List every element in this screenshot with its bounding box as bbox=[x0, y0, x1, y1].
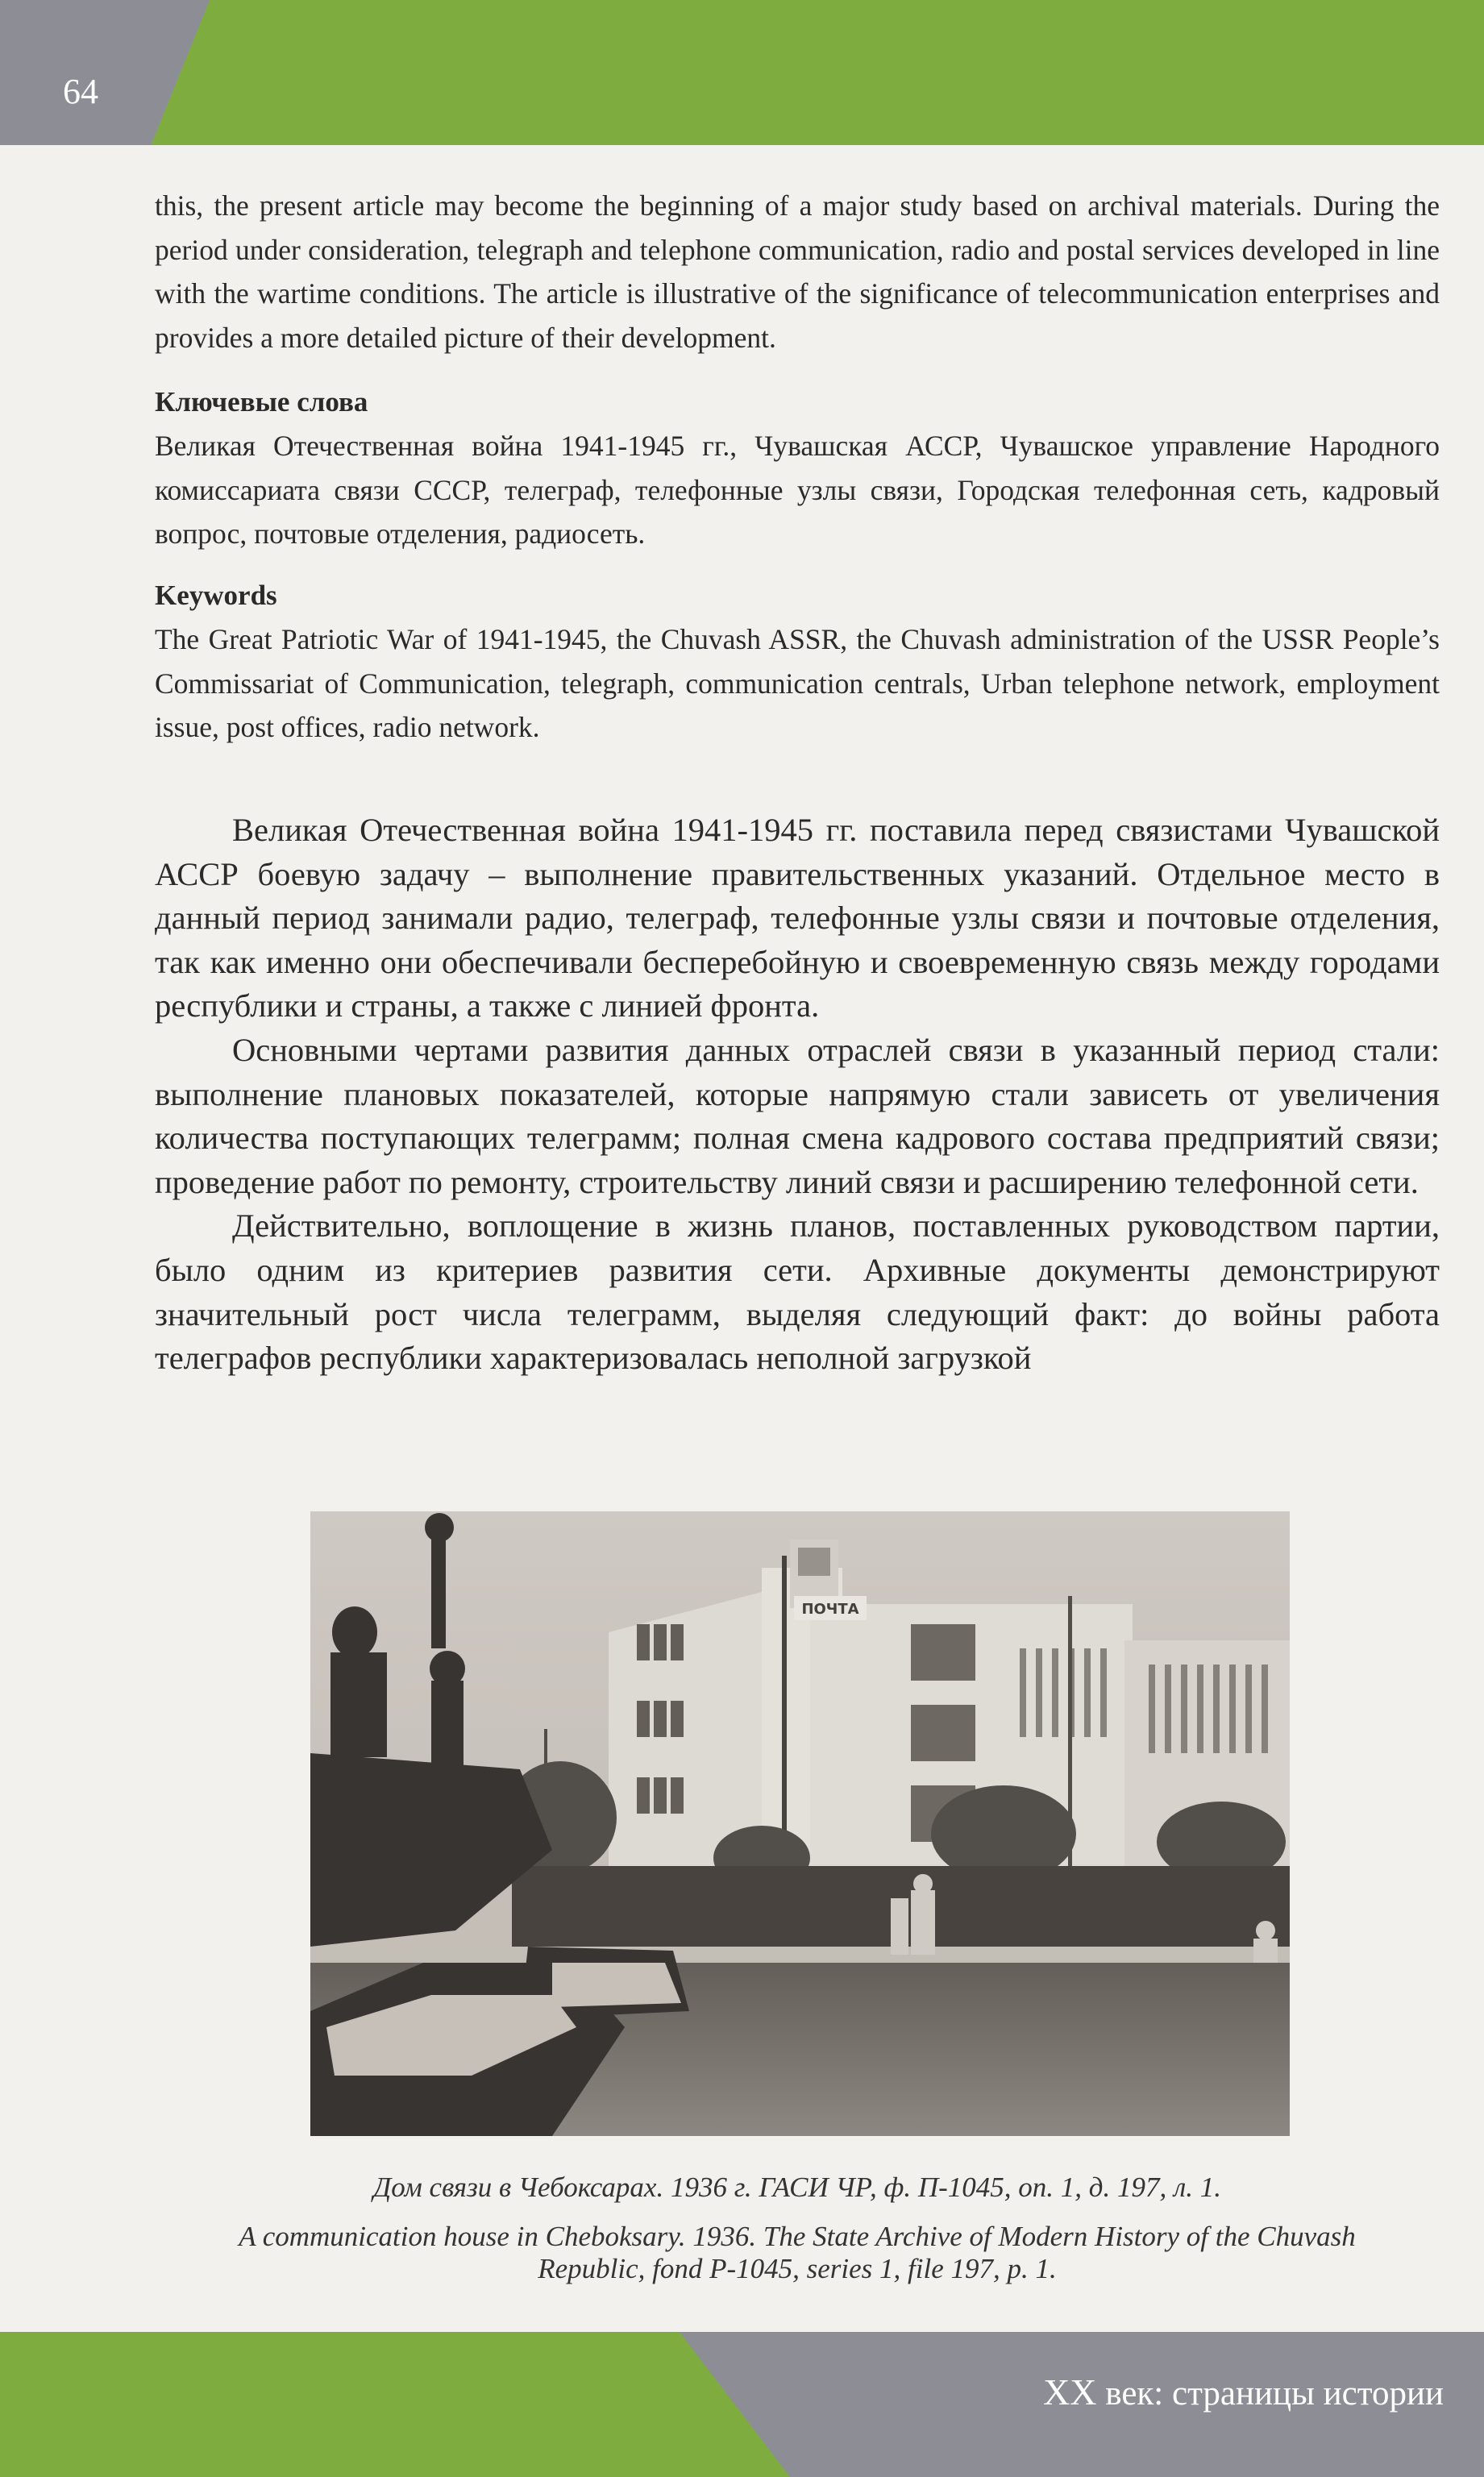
footer-band bbox=[0, 2332, 1484, 2477]
figure-caption-ru: Дом связи в Чебоксарах. 1936 г. ГАСИ ЧР, ф. П-1045, оп. 1, д. 197, л. 1. bbox=[373, 2172, 1221, 2203]
abstract-en: this, the present article may become the beginning of a major study based on archival materials. During the period under consideration, telegraph and telephone communication, radio and postal services developed in line with the wartime conditions. The article is illustrative of the significance of telecommunication enterprises and provides a more detailed picture of their development. bbox=[155, 189, 1440, 354]
figure-caption-en: A communication house in Cheboksary. 1936. The State Archive of Modern History of the Chuvash Republic, fond P-1045, series 1, file 197, p. 1. bbox=[239, 2221, 1356, 2284]
body-paragraph: Великая Отечественная война 1941-1945 гг. поставила перед связистами Чувашской АССР боевую задачу – выполнение правительственных указаний. Отдельное место в данный период занимали радио, телеграф, телефонные узлы связи и почтовые отделения, так как именно они обеспечивали бесперебойную и своевременную связь между городами республики и страны, а также с линией фронта. bbox=[155, 812, 1440, 1024]
header-green-stripe bbox=[0, 0, 1484, 145]
keywords-ru-heading: Ключевые слова bbox=[155, 386, 368, 418]
page-number: 64 bbox=[63, 72, 98, 111]
photo-illustration bbox=[310, 1511, 1290, 2136]
keywords-ru-text: Великая Отечественная война 1941-1945 гг., Чувашская АССР, Чувашское управление Народного комиссариата связи СССР, телеграф, телефонные узлы связи, Городская телефонная сеть, кадровый вопрос, почтовые отделения, радиосеть. bbox=[155, 430, 1440, 550]
historical-photo bbox=[310, 1511, 1290, 2136]
body-paragraph: Основными чертами развития данных отраслей связи в указанный период стали: выполнение плановых показателей, которые напрямую стали зависеть от увеличения количества поступающих телеграмм; полная смена кадрового состава предприятий связи; проведение работ по ремонту, строительству линий связи и расширению телефонной сети. bbox=[155, 1031, 1440, 1200]
keywords-en-heading: Keywords bbox=[155, 580, 277, 611]
body-paragraph: Действительно, воплощение в жизнь планов, поставленных руководством партии, было одним из критериев развития сети. Архивные документы демонстрируют значительный рост числа телеграмм, выделяя следующий факт: до войны работа телеграфов республики характеризовалась неполной загрузкой bbox=[155, 1207, 1440, 1377]
header-band bbox=[0, 0, 1484, 145]
journal-title-text: век: страницы истории bbox=[1105, 2375, 1444, 2413]
journal-title bbox=[1043, 2371, 1444, 2413]
footer-green-stripe bbox=[0, 2332, 790, 2477]
svg-text:ПОЧТА: ПОЧТА bbox=[801, 1601, 859, 1618]
keywords-ru bbox=[155, 380, 1440, 556]
main-body bbox=[155, 808, 1440, 1381]
keywords-en-text: The Great Patriotic War of 1941-1945, the Chuvash ASSR, the Chuvash administration of the USSR People’s Commissariat of Communication, telegraph, communication centrals, Urban telephone network, employment issue, post offices, radio network. bbox=[155, 623, 1440, 743]
keywords-en bbox=[155, 574, 1440, 750]
journal-title-roman: XX bbox=[1043, 2371, 1097, 2413]
